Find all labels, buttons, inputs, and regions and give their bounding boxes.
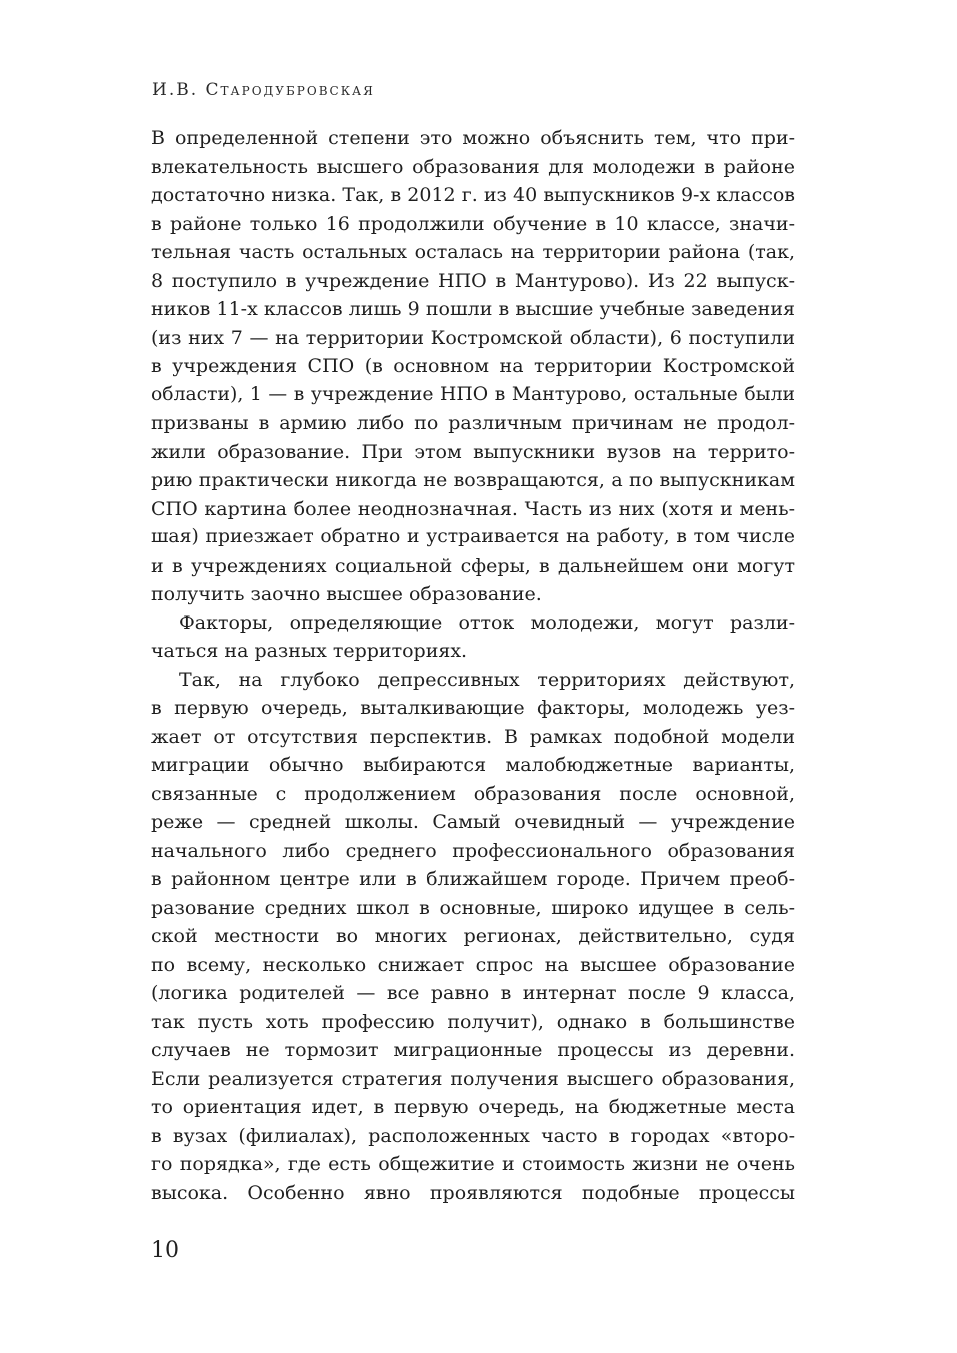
text-line: 8 поступило в учреждение НПО в Мантурово). Из 22 выпуск- xyxy=(151,269,795,292)
text-line: шая) приезжает обратно и устраивается на работу, в том числе xyxy=(151,526,795,547)
text-line: В определенной степени это можно объяснить тем, что при- xyxy=(151,127,795,149)
text-line: связанные с продолжением образования после основной, xyxy=(151,782,795,805)
text-line: тельная часть остальных осталась на территории района (так, xyxy=(151,241,795,263)
text-line: получить заочно высшее образование. xyxy=(151,583,542,605)
text-line: Так, на глубоко депрессивных территориях действуют, xyxy=(179,668,795,691)
text-line: (логика родителей — все равно в интернат после 9 класса, xyxy=(151,982,795,1004)
text-line: по всему, несколько снижает спрос на высшее образование xyxy=(151,953,795,976)
text-line: призваны в армию либо по различным причинам не продол- xyxy=(151,412,795,434)
text-line: и в учреждениях социальной сферы, в дальнейшем они могут xyxy=(151,554,795,577)
text-line: влекательность высшего образования для молодежи в районе xyxy=(151,155,795,178)
text-line: Факторы, определяющие отток молодежи, могут разли- xyxy=(179,611,795,634)
text-line: жили образование. При этом выпускники вузов на террито- xyxy=(151,440,795,463)
text-line: области), 1 — в учреждение НПО в Мантурово, остальные были xyxy=(151,383,795,405)
text-line: начального либо среднего профессионального образования xyxy=(151,839,795,862)
text-line: высока. Особенно явно проявляются подобные процессы xyxy=(151,1181,795,1204)
text-line: достаточно низка. Так, в 2012 г. из 40 выпускников 9-х классов xyxy=(151,184,795,206)
page-number: 10 xyxy=(151,1238,179,1263)
text-line: так пусть хоть профессию получит), однако в большинстве xyxy=(151,1010,795,1033)
text-line: чаться на разных территориях. xyxy=(151,640,468,662)
running-head: И.В. Стародубровская xyxy=(152,80,375,100)
text-line: ников 11-х классов лишь 9 пошли в высшие учебные заведения xyxy=(151,298,795,320)
text-line: в вузах (филиалах), расположенных часто в городах «второ- xyxy=(151,1124,795,1147)
text-line: в учреждения СПО (в основном на территории Костромской xyxy=(151,355,795,377)
text-line: разование средних школ в основные, широко идущее в сель- xyxy=(151,896,795,919)
text-line: случаев не тормозит миграционные процессы из деревни. xyxy=(151,1039,795,1061)
text-line: рию практически никогда не возвращаются, а по выпускникам xyxy=(151,469,795,491)
text-line: СПО картина более неоднозначная. Часть из них (хотя и мень- xyxy=(151,497,795,520)
text-line: жает от отсутствия перспектив. В рамках подобной модели xyxy=(151,725,795,748)
text-line: в районе только 16 продолжили обучение в 10 классе, значи- xyxy=(151,212,795,235)
text-line: го порядка», где есть общежитие и стоимость жизни не очень xyxy=(151,1153,795,1175)
text-line: ской местности во многих регионах, действительно, судя xyxy=(151,925,795,947)
text-line: в первую очередь, выталкивающие факторы, молодежь уез- xyxy=(151,697,795,719)
text-line: (из них 7 — на территории Костромской области), 6 поступили xyxy=(151,326,795,349)
text-line: реже — средней школы. Самый очевидный — учреждение xyxy=(151,811,795,833)
body-text xyxy=(151,124,795,1207)
text-line: Если реализуется стратегия получения высшего образования, xyxy=(151,1067,795,1090)
text-line: в районном центре или в ближайшем городе. Причем преоб- xyxy=(151,868,795,890)
text-line: то ориентация идет, в первую очередь, на бюджетные места xyxy=(151,1096,795,1118)
text-line: миграции обычно выбираются малобюджетные варианты, xyxy=(151,754,795,776)
